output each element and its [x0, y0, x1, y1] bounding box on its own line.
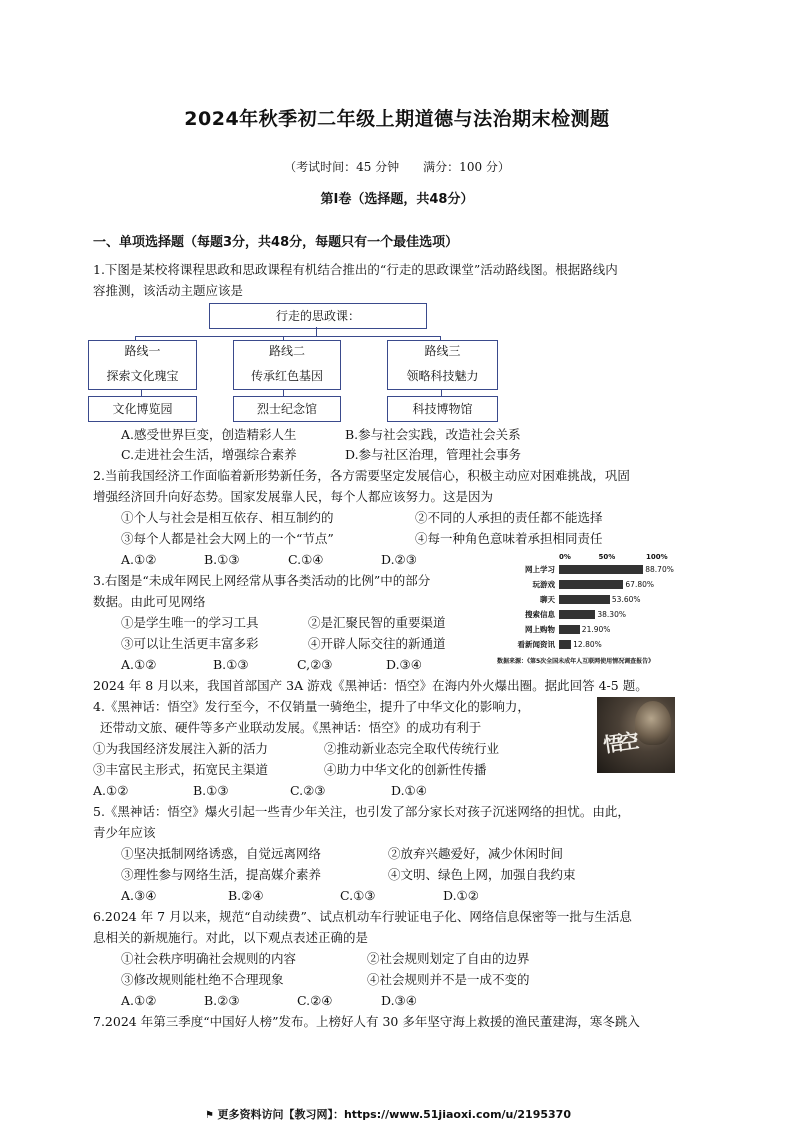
- q2-item-2: ②不同的人承担的责任都不能选择: [415, 510, 603, 525]
- diagram-connector: [441, 389, 442, 396]
- volume-title: 第Ⅰ卷（选择题，共48分）: [320, 192, 474, 207]
- monkey-figure: [635, 701, 671, 745]
- route-box: [233, 340, 341, 390]
- q1-option-b: B.参与社会实践，改造社会关系: [345, 427, 521, 442]
- q3-stem-line1: 3.右图是“未成年网民上网经常从事各类活动的比例”中的部分: [93, 573, 431, 588]
- q3-stem-line2: 数据。由此可见网络: [93, 594, 206, 609]
- bar-category-label: 聊天: [540, 595, 555, 604]
- bar-row: [497, 594, 657, 605]
- bar-value-label: 12.80%: [573, 640, 602, 649]
- route-theme: 探索文化瑰宝: [106, 369, 179, 383]
- bar-value-label: 38.30%: [597, 610, 626, 619]
- q3-item-1: ①是学生唯一的学习工具: [121, 615, 259, 630]
- q4-item-4: ④助力中华文化的创新性传播: [324, 762, 487, 777]
- bar: [559, 625, 580, 634]
- q2-option-d: D.②③: [381, 552, 417, 567]
- q5-option-a: A.③④: [121, 888, 157, 903]
- bar-row: [497, 639, 657, 650]
- q6-option-b: B.②③: [204, 993, 240, 1008]
- intro-4-5: 2024 年 8 月以来，我国首部国产 3A 游戏《黑神话：悟空》在海内外火爆出圈。据此回答 4-5 题。: [93, 678, 648, 693]
- q3-item-2: ②是汇聚民智的重要渠道: [308, 615, 446, 630]
- q4-stem-line1: 4.《黑神话：悟空》发行至今，不仅销量一骑绝尘，提升了中华文化的影响力，: [93, 699, 530, 714]
- q5-option-b: B.②④: [228, 888, 264, 903]
- diagram-root-box: 行走的思政课：: [209, 303, 427, 329]
- bar-category-label: 玩游戏: [532, 580, 555, 589]
- chart-source: 数据来源：《第5次全国未成年人互联网使用情况调查报告》: [497, 658, 655, 665]
- q1-option-d: D.参与社区治理，管理社会事务: [345, 447, 522, 462]
- route-name: 路线三: [424, 344, 461, 358]
- q3-item-3: ③可以让生活更丰富多彩: [121, 636, 259, 651]
- footer-text: 更多资料访问【教习网】：https://www.51jiaoxi.com/u/2195370: [217, 1108, 571, 1121]
- diagram-connector: [316, 327, 317, 336]
- game-poster-image: [597, 697, 675, 773]
- q6-item-2: ②社会规则划定了自由的边界: [367, 951, 530, 966]
- q4-option-a: A.①②: [93, 783, 129, 798]
- bar: [559, 610, 595, 619]
- bar-category-label: 搜索信息: [525, 610, 555, 619]
- q6-item-4: ④社会规则并不是一成不变的: [367, 972, 530, 987]
- flag-icon: ⚑: [205, 1110, 218, 1121]
- q6-option-d: D.③④: [381, 993, 417, 1008]
- page-title: 2024年秋季初二年级上期道德与法治期末检测题: [184, 108, 610, 130]
- activity-bar-chart: [497, 553, 697, 669]
- bar: [559, 580, 623, 589]
- axis-tick-label: 0%: [559, 553, 571, 561]
- route-name: 路线一: [124, 344, 161, 358]
- q5-option-d: D.①②: [443, 888, 479, 903]
- q6-option-a: A.①②: [121, 993, 157, 1008]
- bar-row: [497, 579, 657, 590]
- bar: [559, 565, 643, 574]
- q2-stem-line1: 2.当前我国经济工作面临着新形势新任务，各方需要坚定发展信心，积极主动应对困难挑战，巩固: [93, 468, 630, 483]
- poster-title: 悟空: [601, 728, 637, 758]
- route-theme: 领略科技魅力: [406, 369, 479, 383]
- chart-bars: [497, 564, 697, 654]
- q6-item-3: ③修改规则能杜绝不合理现象: [121, 972, 284, 987]
- q6-item-1: ①社会秩序明确社会规则的内容: [121, 951, 297, 966]
- place-box: 烈士纪念馆: [233, 396, 341, 422]
- route-name: 路线二: [268, 344, 305, 358]
- q5-item-1: ①坚决抵制网络诱惑，自觉远离网络: [121, 846, 322, 861]
- q4-option-d: D.①④: [391, 783, 427, 798]
- bar-value-label: 88.70%: [645, 565, 674, 574]
- diagram-connector: [141, 389, 142, 396]
- q2-stem-line2: 增强经济回升向好态势。国家发展靠人民，每个人都应该努力。这是因为: [93, 489, 494, 504]
- diagram-connector: [283, 389, 284, 396]
- q2-item-1: ①个人与社会是相互依存、相互制约的: [121, 510, 334, 525]
- q6-stem-line2: 息相关的新规施行。对此，以下观点表述正确的是: [93, 930, 369, 945]
- q2-item-4: ④每一种角色意味着承担相同责任: [415, 531, 603, 546]
- bar-row: [497, 564, 674, 575]
- q3-option-a: A.①②: [121, 657, 157, 672]
- q5-stem-line2: 青少年应该: [93, 825, 156, 840]
- q4-item-2: ②推动新业态完全取代传统行业: [324, 741, 500, 756]
- bar-category-label: 网上学习: [525, 565, 555, 574]
- bar-row: [497, 624, 657, 635]
- q6-stem-line1: 6.2024 年 7 月以来，规范“自动续费”、试点机动车行驶证电子化、网络信息保密等一批与生活息: [93, 909, 632, 924]
- q6-option-c: C.②④: [297, 993, 333, 1008]
- q2-option-b: B.①③: [204, 552, 240, 567]
- q5-stem-line1: 5.《黑神话：悟空》爆火引起一些青少年关注，也引发了部分家长对孩子沉迷网络的担忧。由此，: [93, 804, 630, 819]
- section-title: 一、单项选择题（每题3分，共48分，每题只有一个最佳选项）: [93, 235, 459, 250]
- bar-category-label: 看新闻资讯: [517, 640, 555, 649]
- q4-option-c: C.②③: [290, 783, 326, 798]
- bar: [559, 640, 571, 649]
- q1-stem-line2: 容推测，该活动主题应该是: [93, 283, 244, 298]
- axis-tick-label: 50%: [598, 553, 616, 561]
- route-box: [88, 340, 197, 390]
- q1-option-a: A.感受世界巨变，创造精彩人生: [121, 427, 297, 442]
- q3-option-b: B.①③: [213, 657, 249, 672]
- q2-option-c: C.①④: [288, 552, 324, 567]
- q7-stem-line1: 7.2024 年第三季度“中国好人榜”发布。上榜好人有 30 多年坚守海上救援的渔民董建海，寒冬跳入: [93, 1014, 640, 1029]
- bar-value-label: 53.60%: [611, 595, 641, 604]
- q4-option-b: B.①③: [193, 783, 229, 798]
- q4-item-1: ①为我国经济发展注入新的活力: [93, 741, 269, 756]
- bar-row: [497, 609, 657, 620]
- q3-option-d: D.③④: [386, 657, 422, 672]
- chart-axis: [559, 553, 668, 563]
- route-box: [387, 340, 498, 390]
- q2-item-3: ③每个人都是社会大网上的一个“节点”: [121, 531, 334, 546]
- bar: [559, 595, 610, 604]
- place-box: 科技博物馆: [387, 396, 498, 422]
- q1-stem-line1: 1.下图是某校将课程思政和思政课程有机结合推出的“行走的思政课堂”活动路线图。根据路线内: [93, 262, 618, 277]
- diagram-connector: [135, 336, 440, 337]
- q3-option-c: C,②③: [297, 657, 333, 672]
- q5-item-2: ②放弃兴趣爱好，减少休闲时间: [388, 846, 564, 861]
- q5-item-4: ④文明、绿色上网，加强自我约束: [388, 867, 576, 882]
- q5-option-c: C.①③: [340, 888, 376, 903]
- route-theme: 传承红色基因: [250, 369, 323, 383]
- place-box: 文化博览园: [88, 396, 197, 422]
- bar-category-label: 网上购物: [525, 625, 555, 634]
- axis-tick-label: 100%: [646, 553, 668, 561]
- exam-info: （考试时间：45 分钟 满分：100 分）: [284, 160, 510, 174]
- footer-link[interactable]: [205, 1106, 571, 1122]
- q4-item-3: ③丰富民主形式，拓宽民主渠道: [93, 762, 269, 777]
- bar-value-label: 21.90%: [581, 625, 611, 634]
- q4-stem-line2: 还带动文旅、硬件等多产业联动发展。《黑神话：悟空》的成功有利于: [100, 720, 482, 735]
- q5-item-3: ③理性参与网络生活，提高媒介素养: [121, 867, 322, 882]
- q3-item-4: ④开辟人际交往的新通道: [308, 636, 446, 651]
- bar-value-label: 67.80%: [625, 580, 655, 589]
- q2-option-a: A.①②: [121, 552, 157, 567]
- q1-option-c: C.走进社会生活，增强综合素养: [121, 447, 297, 462]
